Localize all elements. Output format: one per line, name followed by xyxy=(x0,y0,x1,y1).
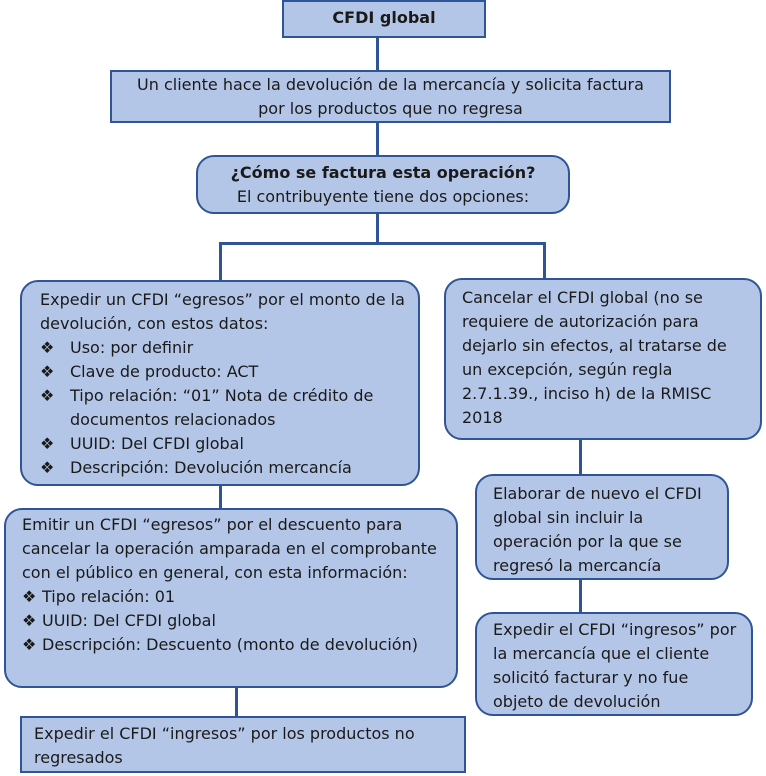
option2-step3-text: Expedir el CFDI “ingresos” por la mercancía que el cliente solicitó facturar y no fue objeto de devolución xyxy=(493,620,737,711)
option2-step2-text: Elaborar de nuevo el CFDI global sin incluir la operación por la que se regresó la mercancía xyxy=(493,484,702,575)
option1-step3-text: Expedir el CFDI “ingresos” por los productos no regresados xyxy=(34,724,415,767)
connector-right1-right2 xyxy=(579,438,582,476)
option1-bullet: ❖ UUID: Del CFDI global xyxy=(40,432,410,456)
connector-split-left xyxy=(219,242,222,282)
option1-bullet: ❖ Uso: por definir xyxy=(40,336,410,360)
option1-bullet: ❖ Clave de producto: ACT xyxy=(40,360,410,384)
diamond-bullet-icon: ❖ xyxy=(40,434,55,453)
title-text: CFDI global xyxy=(332,8,436,27)
connector-step1-question xyxy=(376,121,379,157)
step1-line2: por los productos que no regresa xyxy=(258,99,523,118)
connector-split-right xyxy=(543,242,546,280)
option1-step2-box xyxy=(4,508,458,688)
title-box xyxy=(282,0,486,38)
option2-box xyxy=(444,278,762,440)
option1-bullet: ❖ Tipo relación: “01” Nota de crédito de documentos relacionados xyxy=(40,386,374,429)
connector-left2-left3 xyxy=(235,686,238,718)
option1-bullet: ❖ Descripción: Devolución mercancía xyxy=(40,456,410,480)
connector-split-horizontal xyxy=(219,242,546,245)
connector-title-step1 xyxy=(376,36,379,72)
option1-step2-bullet: ❖ UUID: Del CFDI global xyxy=(22,609,450,633)
diamond-bullet-icon: ❖ xyxy=(40,338,55,357)
diamond-bullet-icon: ❖ xyxy=(40,386,55,405)
option1-intro: Expedir un CFDI “egresos” por el monto de la devolución, con estos datos: xyxy=(40,290,405,333)
question-box xyxy=(196,155,570,214)
diamond-bullet-icon: ❖ xyxy=(22,587,37,606)
step1-line1: Un cliente hace la devolución de la mercancía y solicita factura xyxy=(137,75,644,94)
diamond-bullet-icon: ❖ xyxy=(40,362,55,381)
option2-step2-box xyxy=(475,474,729,580)
diamond-bullet-icon: ❖ xyxy=(22,635,37,654)
diamond-bullet-icon: ❖ xyxy=(40,458,55,477)
option1-box xyxy=(20,280,420,486)
option2-text: Cancelar el CFDI global (no se requiere de autorización para dejarlo sin efectos, al tratarse de un excepción, según regla 2.7.1.39., inciso h) de la RMISC 2018 xyxy=(462,288,727,427)
option1-step3-box xyxy=(20,716,466,773)
diamond-bullet-icon: ❖ xyxy=(22,611,37,630)
option1-step2-bullet: ❖ Descripción: Descuento (monto de devolución) xyxy=(22,633,450,657)
connector-left1-left2 xyxy=(219,484,222,510)
option1-step2-intro: Emitir un CFDI “egresos” por el descuento para cancelar la operación amparada en el comprobante con el público en general, con esta información: xyxy=(22,515,437,582)
connector-right2-right3 xyxy=(579,578,582,614)
question-heading: ¿Cómo se factura esta operación? xyxy=(230,163,536,182)
option2-step3-box xyxy=(475,612,753,716)
step1-box xyxy=(110,70,671,123)
connector-question-split xyxy=(376,212,379,244)
option1-step2-bullet: ❖ Tipo relación: 01 xyxy=(22,585,450,609)
question-subtitle: El contribuyente tiene dos opciones: xyxy=(236,187,530,206)
